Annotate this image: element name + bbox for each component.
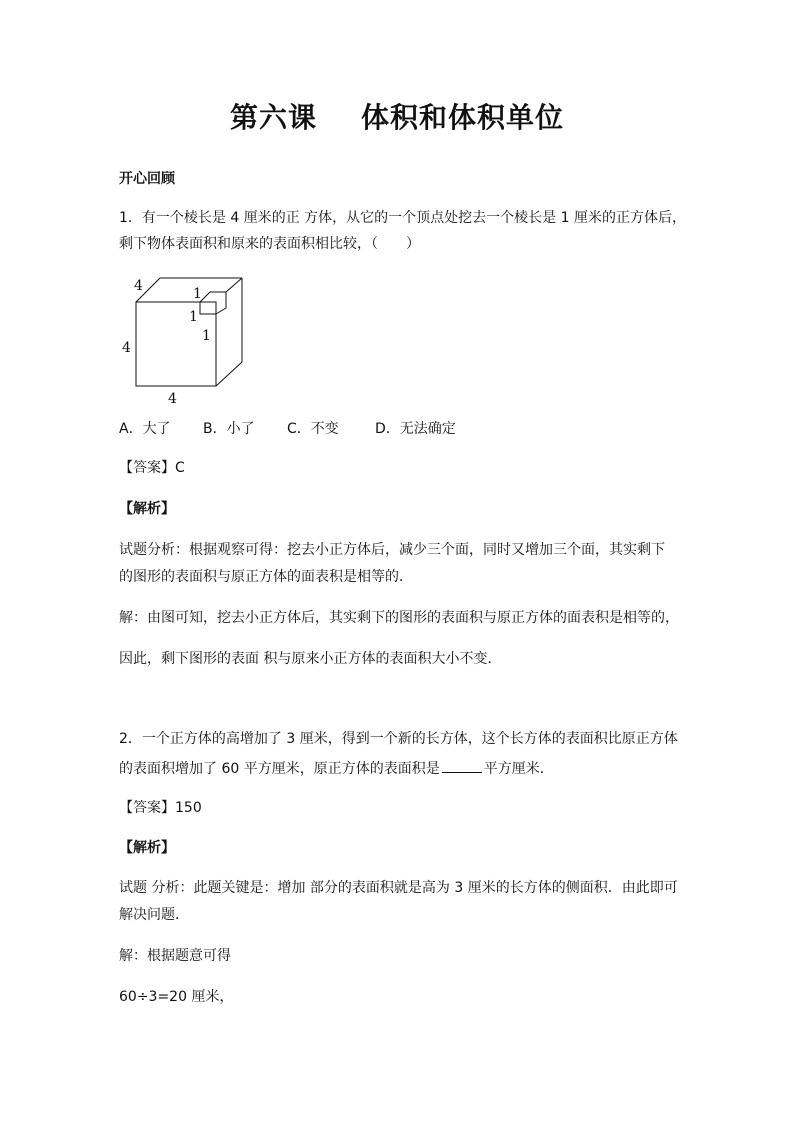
q1-text-line2: 剩下物体表面积和原来的表面积相比较，（ ） <box>119 236 420 252</box>
q1-solution-line1: 解：由图可知，挖去小正方体后，其实剩下的图形的表面积与原正方体的面表积是相等的， <box>119 610 679 626</box>
q2-answer: 【答案】150 <box>119 800 202 816</box>
cube-front-face <box>136 302 216 386</box>
label-left-4: 4 <box>122 340 131 356</box>
q2-analysis-tag: 【解析】 <box>119 840 175 856</box>
cube-right-edge <box>216 278 242 386</box>
q1-analysis-line1: 试题分析：根据观察可得：挖去小正方体后，减少三个面，同时又增加三个面，其实剩下 <box>119 542 665 558</box>
q2-text-line2-after: 平方厘米． <box>483 761 554 777</box>
q1-solution-line2: 因此，剩下图形的表面 积与原来小正方体的表面积大小不变． <box>119 651 502 667</box>
q2-analysis-line1: 试题 分析：此题关键是：增加 部分的表面积就是高为 3 厘米的长方体的侧面积．由此即可 <box>119 880 678 896</box>
page-title <box>0 96 794 136</box>
q1-answer: 【答案】C <box>119 460 185 476</box>
option-d[interactable]: D．无法确定 <box>375 421 456 437</box>
q1-options <box>119 418 456 438</box>
title-topic: 体积和体积单位 <box>361 101 565 134</box>
label-top-4: 4 <box>134 278 143 294</box>
q2-text-line1: 2．一个正方体的高增加了 3 厘米，得到一个新的长方体，这个长方体的表面积比原正方体 <box>119 731 678 747</box>
cut-back <box>200 292 226 314</box>
title-lesson: 第六课 <box>229 101 317 134</box>
section-heading: 开心回顾 <box>119 171 175 187</box>
label-cut-1c: 1 <box>202 328 211 344</box>
label-cut-1b: 1 <box>189 309 198 325</box>
option-c[interactable]: C．不变 <box>287 421 339 437</box>
answer-blank[interactable] <box>442 758 482 773</box>
option-a[interactable]: A．大了 <box>119 421 171 437</box>
option-b[interactable]: B．小了 <box>203 421 255 437</box>
cube-figure <box>118 272 258 412</box>
q2-text-line2-before: 的表面积增加了 60 平方厘米，原正方体的表面积是 <box>119 761 440 777</box>
label-bottom-4: 4 <box>168 391 177 407</box>
q2-text-line2 <box>119 758 554 779</box>
q2-solution-line1: 解：根据题意可得 <box>119 948 231 964</box>
q1-analysis-tag: 【解析】 <box>119 501 175 517</box>
q1-analysis-line2: 的图形的表面积与原正方体的面表积是相等的． <box>119 569 413 585</box>
q2-analysis-line2: 解决问题． <box>119 907 189 923</box>
cut-front <box>200 302 216 314</box>
q2-solution-line2: 60÷3=20 厘米， <box>119 989 234 1005</box>
label-cut-1a: 1 <box>193 286 202 302</box>
q1-text-line1: 1．有一个棱长是 4 厘米的正 方体，从它的一个顶点处挖去一个棱长是 1 厘米的正方体后， <box>119 210 686 226</box>
